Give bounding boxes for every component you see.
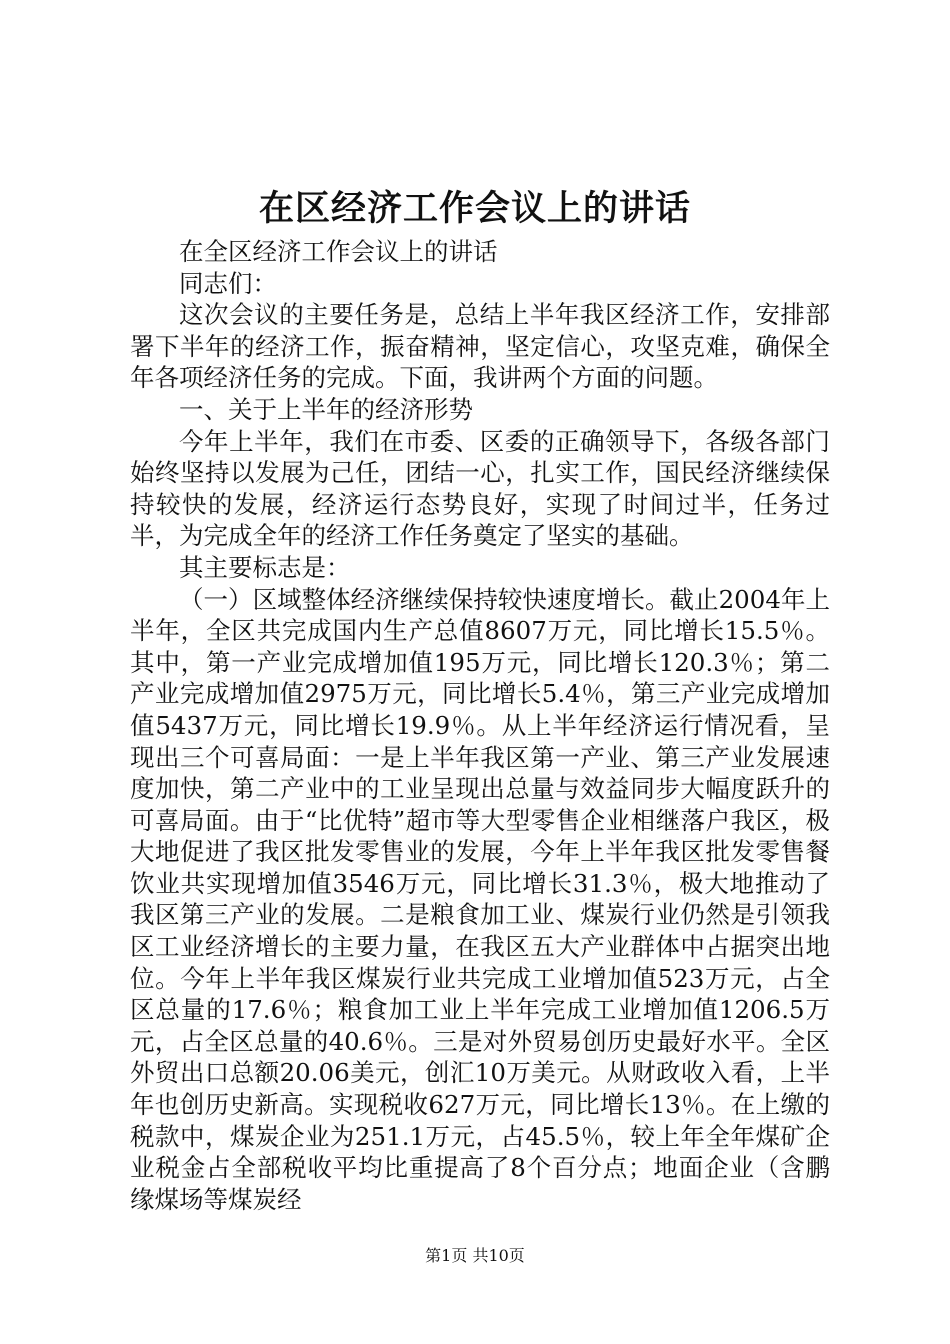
body-paragraph: 今年上半年，我们在市委、区委的正确领导下，各级各部门始终坚持以发展为己任，团结一心，扎实工作，国民经济继续保持较快的发展，经济运行态势良好，实现了时间过半，任务过半，为完成全年的经济工作任务奠定了坚实的基础。 [130,426,830,551]
page-number-footer: 第1页 共10页 [425,1246,525,1265]
section-heading: 一、关于上半年的经济形势 [179,394,473,424]
salutation-paragraph: 同志们： [179,268,277,298]
body-paragraph: 其主要标志是： [179,552,351,582]
body-paragraph: 这次会议的主要任务是，总结上半年我区经济工作，安排部署下半年的经济工作，振奋精神，坚定信心，攻坚克难，确保全年各项经济任务的完成。下面，我讲两个方面的问题。 [130,300,830,393]
document-title: 在区经济工作会议上的讲话 [258,188,691,229]
body-paragraph: （一）区域整体经济继续保持较快速度增长。截止2004年上半年，全区共完成国内生产总值8607万元，同比增长15.5％。其中，第一产业完成增加值195万元，同比增长120.3％；第二产业完成增加值2975万元，同比增长5.4％，第三产业完成增加值5437万元，同比增长19.9％。从上半年经济运行情况看，呈现出三个可喜局面：一是上半年我区第一产业、第三产业发展速度加快，第二产业中的工业呈现出总量与效益同步大幅度跃升的可喜局面。由于“比优特”超市等大型零售企业相继落户我区，极大地促进了我区批发零售业的发展，今年上半年我区批发零售餐饮业共实现增加值3546万元，同比增长31.3％，极大地推动了我区第三产业的发展。二是粮食加工业、煤炭行业仍然是引领我区工业经济增长的主要力量，在我区五大产业群体中占据突出地位。今年上半年我区煤炭行业共完成工业增加值523万元，占全区总量的17.6％；粮食加工业上半年完成工业增加值1206.5万元，占全区总量的40.6％。三是对外贸易创历史最好水平。全区外贸出口总额20.06美元，创汇10万美元。从财政收入看，上半年也创历史新高。实现税收627万元，同比增长13％。在上缴的税款中，煤炭企业为251.1万元，占45.5％，较上年全年煤矿企业税金占全部税收平均比重提高了8个百分点；地面企业（含鹏缘煤场等煤炭经 [130,584,830,1214]
document-body [130,236,830,1215]
subtitle-paragraph: 在全区经济工作会议上的讲话 [179,237,498,266]
